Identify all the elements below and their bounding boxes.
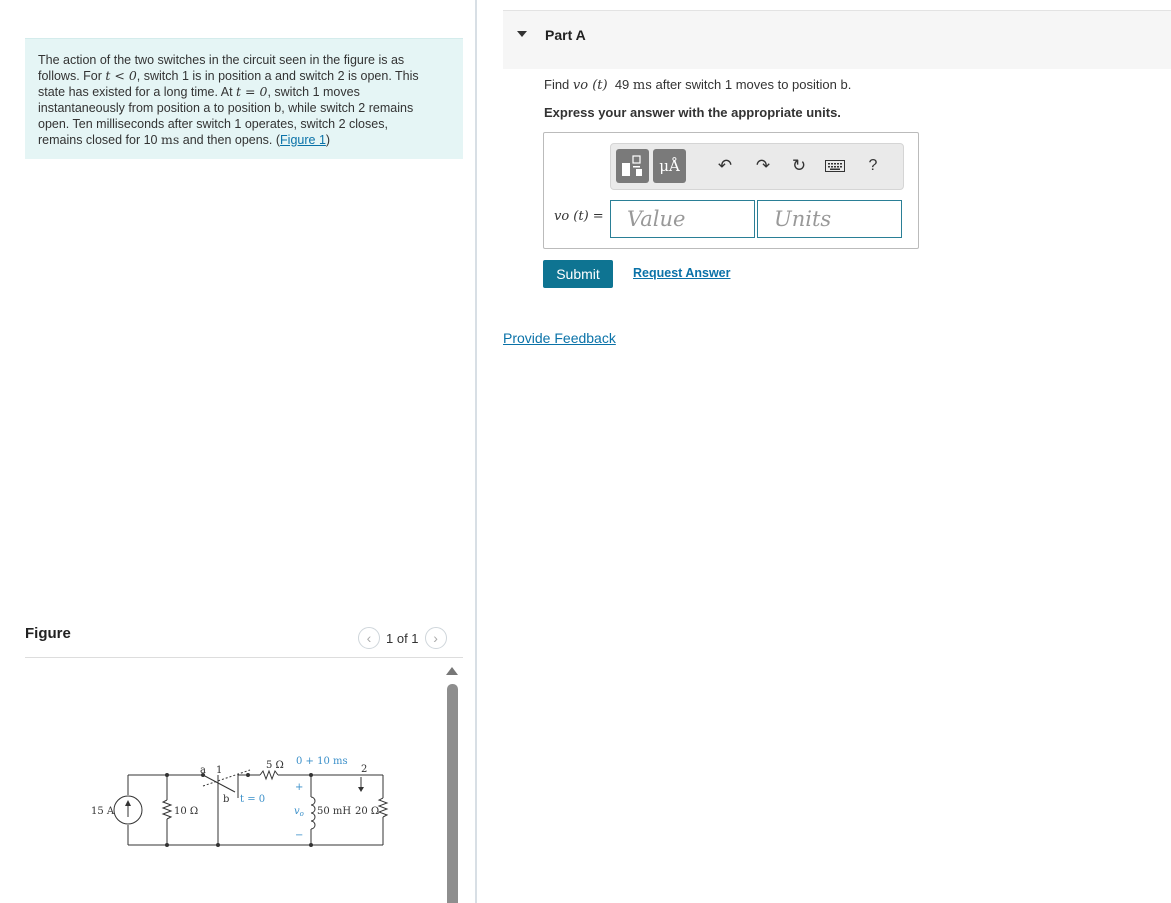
chevron-right-icon: › — [433, 630, 438, 646]
math-toolbar — [610, 143, 904, 190]
value-input[interactable]: Value — [610, 200, 755, 238]
figure-link[interactable]: Figure 1 — [280, 133, 326, 147]
problem-text: remains closed for 10 — [38, 133, 161, 147]
left-panel — [0, 0, 476, 903]
part-header[interactable] — [503, 10, 1171, 69]
math-expression: vo (t) — [572, 78, 608, 93]
undo-icon[interactable]: ↶ — [717, 156, 733, 175]
problem-statement — [25, 38, 463, 159]
circuit-label-a: a — [200, 765, 206, 776]
figure-divider — [25, 657, 463, 658]
templates-button[interactable] — [616, 149, 649, 183]
problem-text: ) — [325, 133, 331, 147]
help-button[interactable]: ? — [868, 157, 878, 174]
problem-text: open. Ten milliseconds after switch 1 operates, switch 2 closes, — [38, 117, 388, 131]
question-text-part: after switch 1 moves to position b. — [651, 77, 852, 92]
units-button[interactable]: μÅ — [653, 149, 686, 183]
problem-text: , switch 1 is in position a and switch 2 is open. This — [136, 69, 419, 83]
question-text-part: Find — [544, 77, 573, 92]
circuit-label-sw2-time: 0 + 10 ms — [296, 756, 348, 767]
keyboard-icon[interactable] — [824, 155, 846, 177]
instruction-text: Express your answer with the appropriate units. — [544, 105, 841, 120]
math-unit: ms — [160, 132, 180, 147]
next-figure-button[interactable] — [425, 627, 447, 649]
circuit-label-1: 1 — [216, 765, 223, 776]
submit-button[interactable]: Submit — [543, 260, 613, 288]
circuit-label-r20: 20 Ω — [355, 806, 380, 817]
answer-box — [543, 132, 919, 249]
provide-feedback-link[interactable]: Provide Feedback — [503, 330, 616, 346]
question-text — [544, 77, 851, 93]
circuit-label-source: 15 A — [91, 806, 115, 817]
pager-text: 1 of 1 — [386, 630, 419, 646]
circuit-label-b: b — [223, 794, 230, 805]
circuit-label-minus: − — [295, 830, 304, 841]
reset-icon[interactable]: ↻ — [791, 156, 807, 175]
problem-text: The action of the two switches in the circuit seen in the figure is as — [38, 53, 405, 67]
figure-title: Figure — [25, 625, 71, 642]
chevron-left-icon: ‹ — [366, 630, 372, 646]
problem-text: follows. For — [38, 69, 106, 83]
circuit-label-t0: t = 0 — [240, 794, 266, 805]
circuit-label-plus: + — [295, 782, 304, 793]
scroll-up-arrow-icon[interactable] — [446, 667, 458, 675]
circuit-label-2: 2 — [361, 764, 368, 775]
request-answer-link[interactable]: Request Answer — [633, 266, 731, 280]
caret-down-icon[interactable] — [517, 31, 527, 37]
part-title: Part A — [545, 27, 586, 43]
scrollbar-thumb[interactable] — [447, 684, 458, 903]
templates-icon — [621, 155, 645, 177]
question-text-part: 49 — [614, 77, 633, 92]
circuit-label-vo: $v_o$ — [294, 806, 304, 818]
prev-figure-button[interactable] — [358, 627, 380, 649]
circuit-diagram — [85, 750, 395, 860]
figure-pager — [358, 626, 447, 650]
math-expression: t < 0 — [105, 68, 137, 83]
answer-label: vo (t) = — [554, 209, 604, 224]
problem-text: instantaneously from position a to position b, while switch 2 remains — [38, 101, 414, 115]
problem-text: and then opens. ( — [179, 133, 281, 147]
circuit-label-r10: 10 Ω — [174, 806, 199, 817]
circuit-label-r5: 5 Ω — [266, 760, 284, 771]
right-panel — [477, 0, 1171, 903]
units-input[interactable]: Units — [757, 200, 902, 238]
math-expression: t = 0 — [236, 84, 268, 99]
redo-icon[interactable]: ↷ — [755, 156, 771, 175]
problem-text: , switch 1 moves — [267, 85, 360, 99]
circuit-label-inductor: 50 mH — [317, 806, 352, 817]
math-unit: ms — [632, 78, 652, 93]
problem-text: state has existed for a long time. At — [38, 85, 237, 99]
